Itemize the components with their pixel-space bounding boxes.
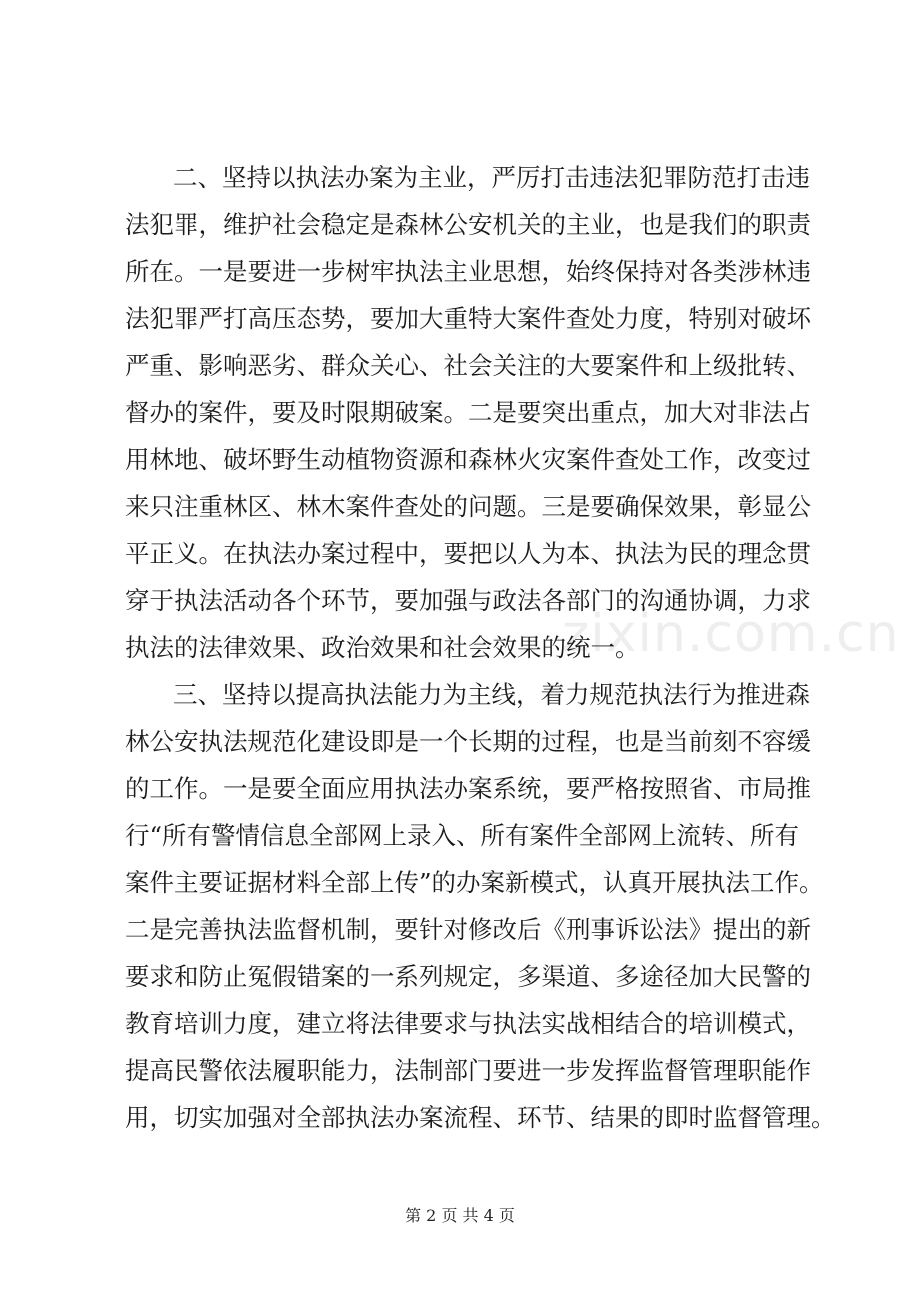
text-line: 督办的案件，要及时限期破案。二是要突出重点，加大对非法占: [125, 398, 811, 427]
text-line: 林公安执法规范化建设即是一个长期的过程，也是当前刻不容缓: [125, 727, 811, 756]
text-line: 用，切实加强对全部执法办案流程、环节、结果的即时监督管理。: [125, 1103, 836, 1132]
text-line: 案件主要证据材料全部上传”的办案新模式，认真开展执法工作。: [125, 868, 824, 897]
text-line: 法犯罪严打高压态势，要加大重特大案件查处力度，特别对破坏: [125, 304, 811, 333]
text-line: 行“所有警情信息全部网上录入、所有案件全部网上流转、所有: [125, 821, 800, 850]
text-line: 平正义。在执法办案过程中，要把以人为本、执法为民的理念贯: [125, 539, 811, 568]
text-line: 教育培训力度，建立将法律要求与执法实战相结合的培训模式，: [125, 1009, 811, 1038]
text-line: 所在。一是要进一步树牢执法主业思想，始终保持对各类涉林违: [125, 257, 811, 286]
text-line: 的工作。一是要全面应用执法办案系统，要严格按照省、市局推: [125, 774, 811, 803]
text-line: 二、坚持以执法办案为主业，严厉打击违法犯罪防范打击违: [173, 163, 810, 192]
text-line: 执法的法律效果、政治效果和社会效果的统一。: [125, 633, 640, 662]
text-line: 三、坚持以提高执法能力为主线，着力规范执法行为推进森: [173, 680, 810, 709]
text-line: 穿于执法活动各个环节，要加强与政法各部门的沟通协调，力求: [125, 586, 811, 615]
page-number-footer: 第 2 页 共 4 页: [405, 1206, 515, 1225]
text-line: 二是完善执法监督机制，要针对修改后《刑事诉讼法》提出的新: [125, 915, 811, 944]
watermark: zixin.com.cn: [562, 604, 900, 664]
text-line: 提高民警依法履职能力，法制部门要进一步发挥监督管理职能作: [125, 1056, 811, 1085]
text-line: 用林地、破坏野生动植物资源和森林火灾案件查处工作，改变过: [125, 445, 811, 474]
text-line: 法犯罪，维护社会稳定是森林公安机关的主业，也是我们的职责: [125, 210, 811, 239]
text-line: 来只注重林区、林木案件查处的问题。三是要确保效果，彰显公: [125, 492, 811, 521]
text-line: 严重、影响恶劣、群众关心、社会关注的大要案件和上级批转、: [125, 351, 811, 380]
text-line: 要求和防止冤假错案的一系列规定，多渠道、多途径加大民警的: [125, 962, 811, 991]
